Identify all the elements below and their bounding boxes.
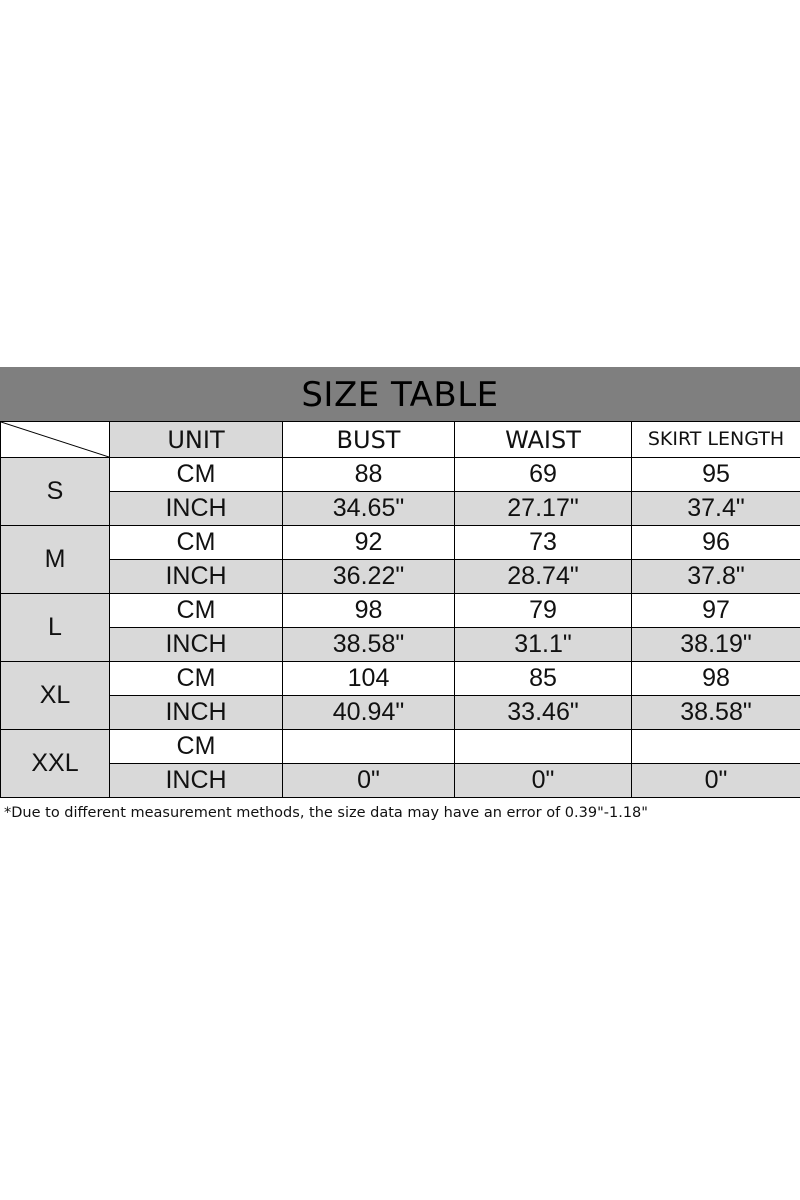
waist-cell: 69 xyxy=(455,458,632,492)
table-row xyxy=(1,730,800,764)
unit-cell: CM xyxy=(110,662,283,696)
diagonal-divider-icon xyxy=(1,422,109,457)
size-label: XL xyxy=(1,662,110,730)
waist-cell: 27.17" xyxy=(455,492,632,526)
table-row xyxy=(1,662,800,696)
bust-cell: 38.58" xyxy=(283,628,455,662)
waist-cell: 79 xyxy=(455,594,632,628)
unit-cell: CM xyxy=(110,526,283,560)
bust-cell: 104 xyxy=(283,662,455,696)
table-row xyxy=(1,492,800,526)
unit-cell: INCH xyxy=(110,492,283,526)
corner-cell xyxy=(1,422,110,458)
skirt-length-cell: 98 xyxy=(632,662,800,696)
skirt-length-cell: 37.4" xyxy=(632,492,800,526)
table-row xyxy=(1,628,800,662)
skirt-length-cell: 38.58" xyxy=(632,696,800,730)
unit-cell: CM xyxy=(110,458,283,492)
size-label: XXL xyxy=(1,730,110,798)
waist-cell: 28.74" xyxy=(455,560,632,594)
table-row xyxy=(1,696,800,730)
skirt-length-cell: 96 xyxy=(632,526,800,560)
size-label: M xyxy=(1,526,110,594)
measurement-footnote: *Due to different measurement methods, the size data may have an error of 0.39"-1.18" xyxy=(4,805,648,821)
unit-cell: CM xyxy=(110,730,283,764)
table-row xyxy=(1,764,800,798)
unit-cell: CM xyxy=(110,594,283,628)
header-row xyxy=(1,422,800,458)
header-waist: WAIST xyxy=(455,422,632,458)
waist-cell: 31.1" xyxy=(455,628,632,662)
waist-cell xyxy=(455,730,632,764)
table-row xyxy=(1,594,800,628)
skirt-length-cell: 0" xyxy=(632,764,800,798)
bust-cell: 92 xyxy=(283,526,455,560)
skirt-length-cell: 95 xyxy=(632,458,800,492)
waist-cell: 85 xyxy=(455,662,632,696)
header-unit: UNIT xyxy=(110,422,283,458)
table-row xyxy=(1,458,800,492)
bust-cell: 34.65" xyxy=(283,492,455,526)
bust-cell: 40.94" xyxy=(283,696,455,730)
waist-cell: 33.46" xyxy=(455,696,632,730)
waist-cell: 73 xyxy=(455,526,632,560)
size-label: L xyxy=(1,594,110,662)
waist-cell: 0" xyxy=(455,764,632,798)
bust-cell: 88 xyxy=(283,458,455,492)
skirt-length-cell: 97 xyxy=(632,594,800,628)
size-label: S xyxy=(1,458,110,526)
unit-cell: INCH xyxy=(110,628,283,662)
bust-cell: 36.22" xyxy=(283,560,455,594)
header-skirt-length: SKIRT LENGTH xyxy=(632,422,800,458)
unit-cell: INCH xyxy=(110,560,283,594)
unit-cell: INCH xyxy=(110,764,283,798)
table-row xyxy=(1,526,800,560)
size-table xyxy=(0,421,800,798)
skirt-length-cell: 38.19" xyxy=(632,628,800,662)
skirt-length-cell xyxy=(632,730,800,764)
size-table-title: SIZE TABLE xyxy=(0,367,800,422)
bust-cell xyxy=(283,730,455,764)
bust-cell: 0" xyxy=(283,764,455,798)
bust-cell: 98 xyxy=(283,594,455,628)
unit-cell: INCH xyxy=(110,696,283,730)
skirt-length-cell: 37.8" xyxy=(632,560,800,594)
table-row xyxy=(1,560,800,594)
header-bust: BUST xyxy=(283,422,455,458)
